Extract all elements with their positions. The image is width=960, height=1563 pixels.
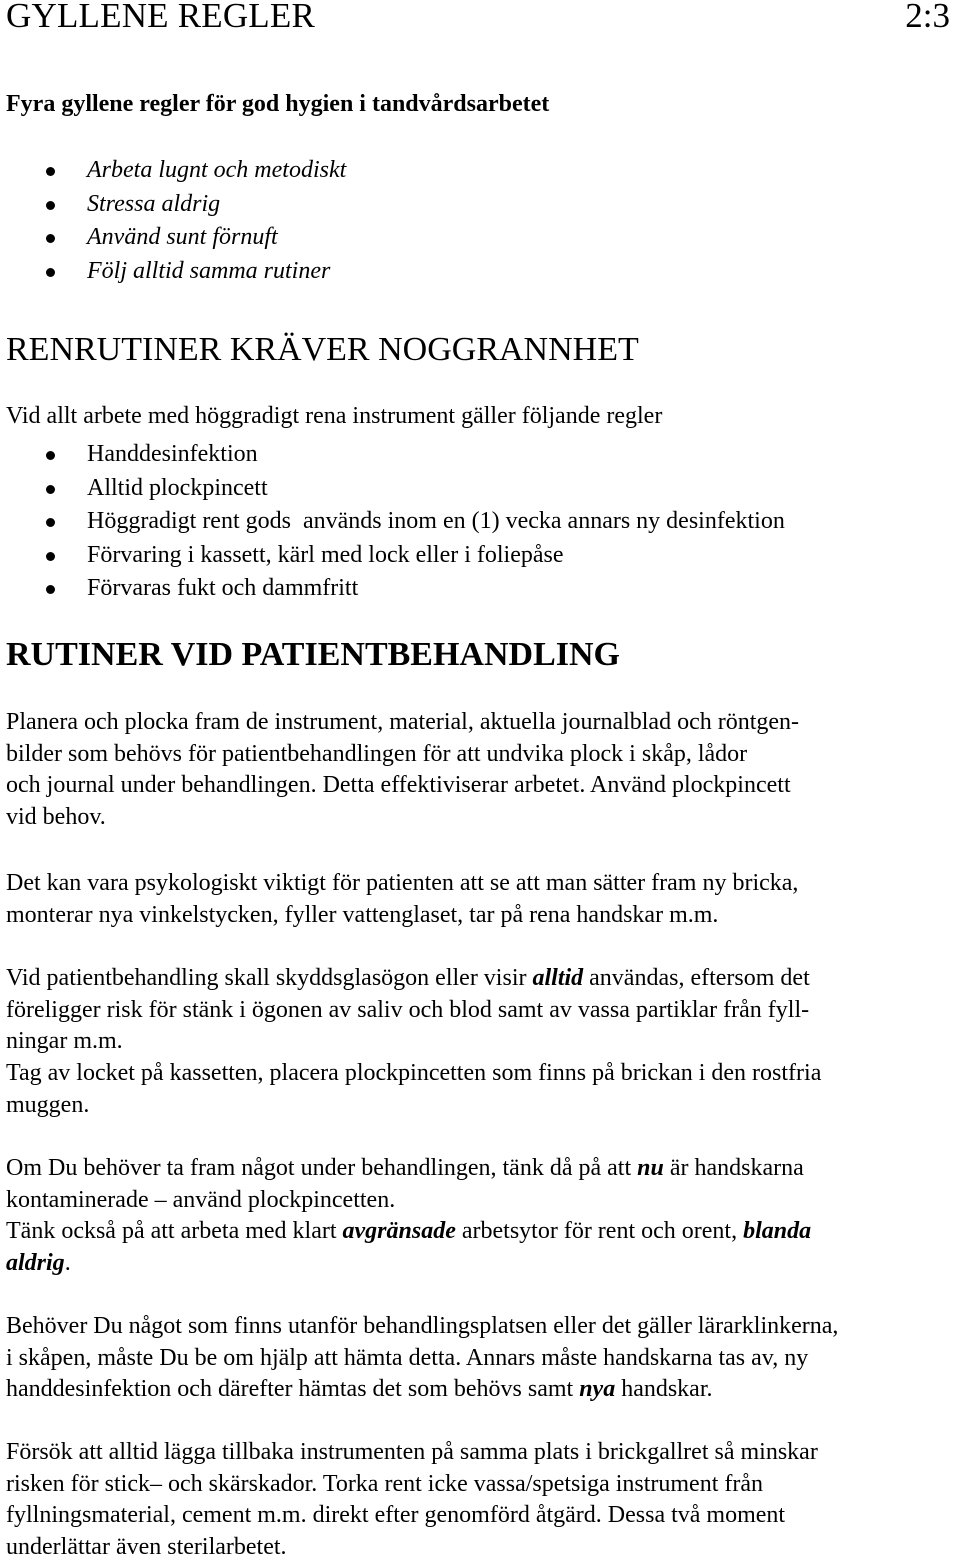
bullet-icon [46,518,55,527]
list-item-text: Stressa aldrig [87,190,221,217]
emphasis-text: nu [637,1155,664,1181]
text-line: monterar nya vinkelstycken, fyller vattenglaset, tar på rena handskar m.m. [6,901,719,928]
list-item-text: Förvaring i kassett, kärl med lock eller i foliepåse [87,541,564,568]
text-line [6,963,956,995]
text-line: och journal under behandlingen. Detta effektiviserar arbetet. Använd plockpincett [6,772,791,799]
page-number: 2:3 [905,0,950,35]
bullet-icon [46,451,55,460]
document-title: GYLLENE REGLER [6,0,315,35]
paragraph-planning [6,707,956,833]
emphasis-text: alltid [532,965,584,991]
text-line: muggen. [6,1091,90,1118]
list-item [0,154,346,188]
list-item-text: Alltid plockpincett [87,474,268,501]
text-line [6,1248,956,1280]
text-line: föreligger risk för stänk i ögonen av saliv och blod samt av vassa partiklar från fyll- [6,996,810,1023]
text-line: risken för stick– och skärskador. Torka rent icke vassa/spetsiga instrument från [6,1470,764,1497]
bullet-icon [46,552,55,561]
golden-rules-list [0,154,346,288]
list-item [0,188,346,222]
emphasis-text: blanda [743,1218,812,1244]
text-line: Planera och plocka fram de instrument, material, aktuella journalblad och röntgen- [6,709,800,735]
text-line: underlättar även sterilarbetet. [6,1533,287,1560]
text-segment: Om Du behöver ta fram något under behandlingen, tänk då på att [6,1155,638,1181]
text-segment: arbetsytor för rent och orent, [455,1218,744,1244]
bullet-icon [46,485,55,494]
bullet-icon [46,201,55,210]
clean-routines-list [0,438,785,606]
bullet-icon [46,585,55,594]
text-segment: är handskarna [663,1155,804,1181]
text-line: kontaminerade – använd plockpincetten. [6,1186,396,1213]
text-line: Tag av locket på kassetten, placera plockpincetten som finns på brickan i den rostfria [6,1060,822,1086]
text-segment: handskar. [615,1376,713,1403]
paragraph-outside-items [6,1311,956,1406]
text-line: Försök att alltid lägga tillbaka instrumenten på samma plats i brickgallret så minskar [6,1439,818,1465]
golden-rules-heading: Fyra gyllene regler för god hygien i tandvårdsarbetet [6,91,550,117]
list-item [0,255,346,289]
list-item-text: Förvaras fukt och dammfritt [87,575,359,601]
text-line: vid behov. [6,803,106,830]
text-line: ningar m.m. [6,1028,123,1055]
list-item-text: Handdesinfektion [87,441,258,467]
text-line: Det kan vara psykologiskt viktigt för patienten att se att man sätter fram ny bricka, [6,870,799,896]
paragraph-work-surfaces [6,1216,956,1279]
text-segment: handdesinfektion och därefter hämtas det som behövs samt [6,1376,580,1403]
text-line: Behöver Du något som finns utanför behandlingsplatsen eller det gäller lärarklinkerna, [6,1313,839,1339]
text-segment: Vid patientbehandling skall skyddsglasögon eller visir [6,965,533,991]
list-item [0,505,785,539]
text-line [6,1374,956,1406]
text-line: fyllningsmaterial, cement m.m. direkt efter genomförd åtgärd. Dessa två moment [6,1502,786,1529]
clean-routines-intro: Vid allt arbete med höggradigt rena instrument gäller följande regler [6,403,663,429]
list-item [0,221,346,255]
emphasis-text: aldrig [6,1249,65,1276]
list-item [0,438,785,472]
paragraph-return-instruments [6,1437,956,1563]
text-line: i skåpen, måste Du be om hjälp att hämta detta. Annars måste handskarna tas av, ny [6,1344,809,1371]
bullet-icon [46,268,55,277]
list-item-text: Arbeta lugnt och metodiskt [87,157,347,183]
text-line [6,1216,956,1248]
text-line [6,1153,956,1185]
page-header [6,0,950,40]
list-item [0,539,785,573]
text-segment: Tänk också på att arbeta med klart [6,1218,343,1244]
text-segment: användas, eftersom det [583,965,810,991]
patient-routines-heading: RUTINER VID PATIENTBEHANDLING [6,636,620,673]
bullet-icon [46,167,55,176]
clean-routines-heading: RENRUTINER KRÄVER NOGGRANNHET [6,331,639,368]
paragraph-contaminated-gloves [6,1153,956,1216]
list-item-text: Följ alltid samma rutiner [87,257,331,284]
list-item-text: Höggradigt rent gods används inom en (1) vecka annars ny desinfektion [87,508,785,534]
paragraph-cassette [6,1058,956,1121]
bullet-icon [46,234,55,243]
list-item [0,572,785,606]
paragraph-psychology [6,868,956,931]
emphasis-text: nya [579,1376,616,1403]
text-line: bilder som behövs för patientbehandlingen för att undvika plock i skåp, lådor [6,740,748,767]
list-item [0,472,785,506]
list-item-text: Använd sunt förnuft [87,224,278,250]
paragraph-eye-protection [6,963,956,1058]
text-segment: . [64,1249,71,1276]
emphasis-text: avgränsade [342,1218,456,1244]
